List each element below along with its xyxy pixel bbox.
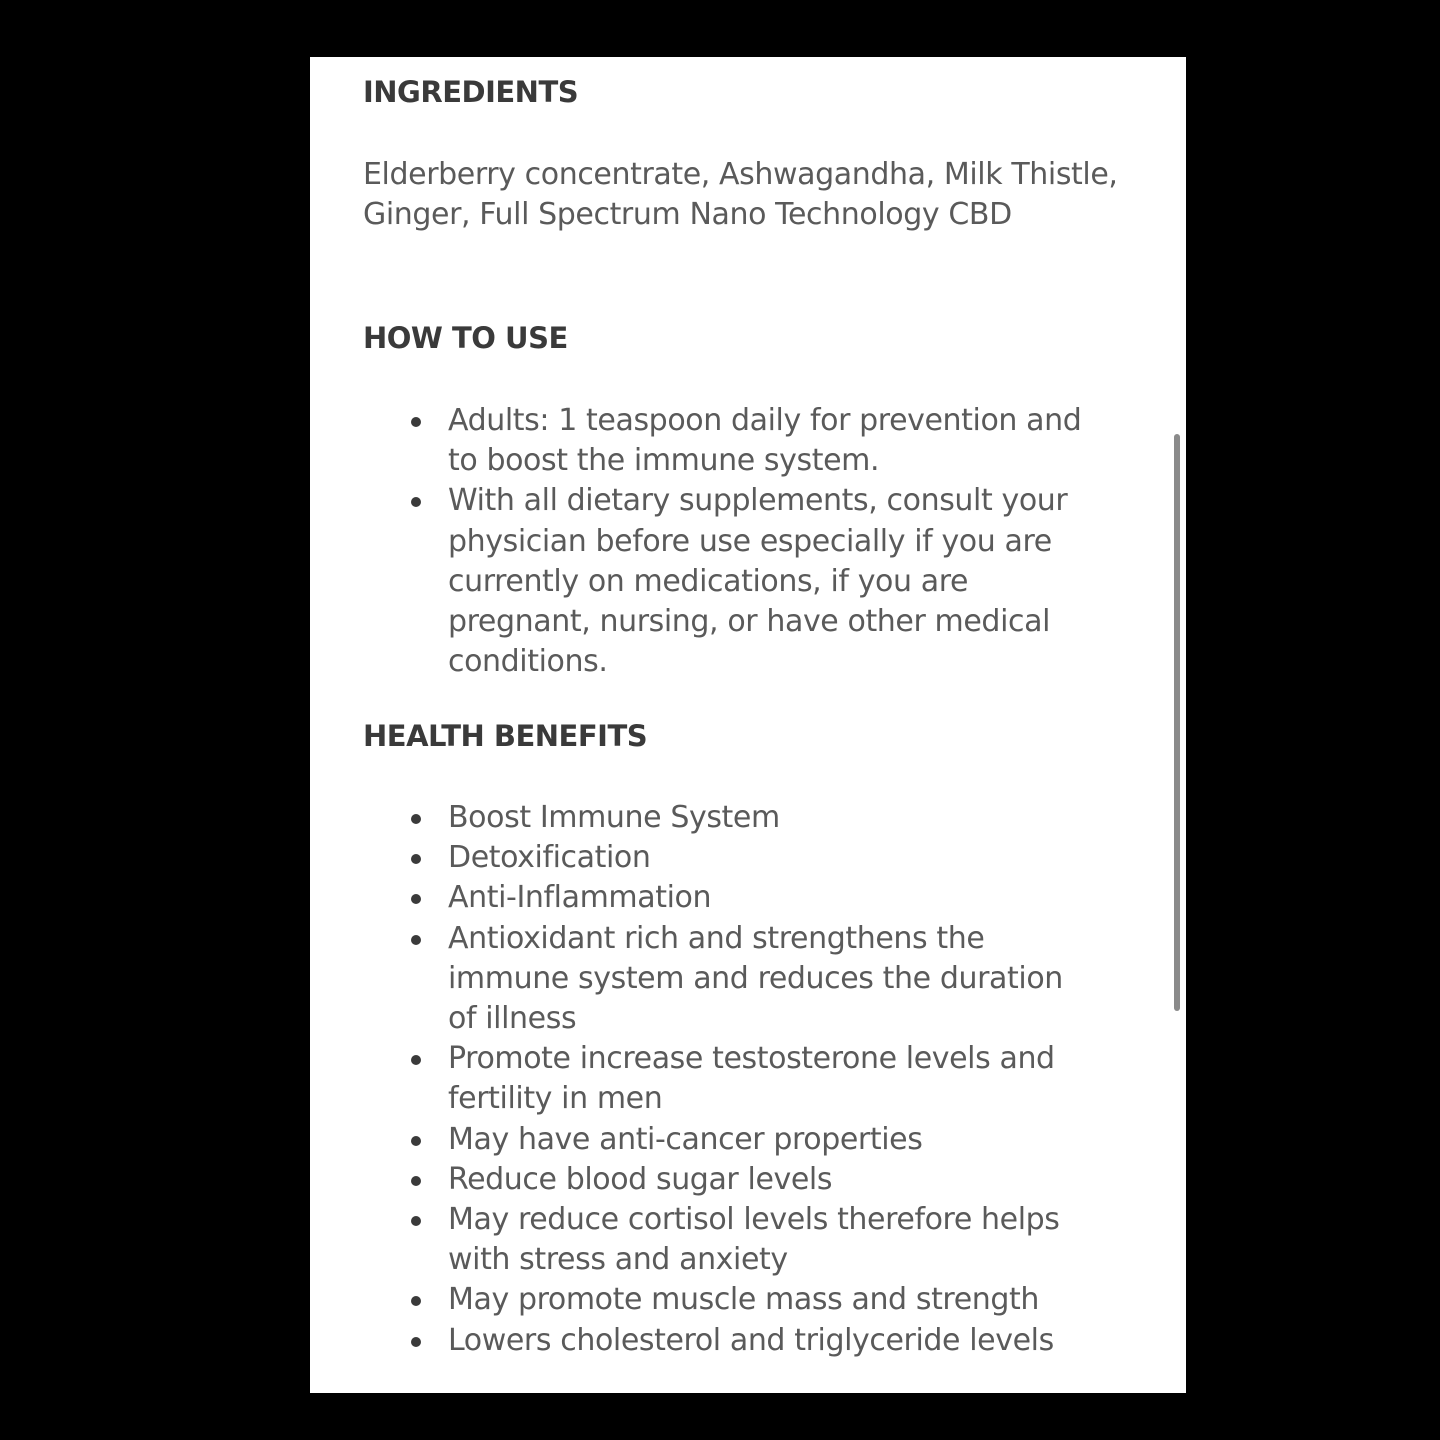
bullet-icon [411,1176,421,1186]
health-benefits-list [363,798,1093,1361]
list-item [363,878,1093,918]
bullet-icon [411,814,421,824]
product-details-panel [310,57,1186,1393]
list-item [363,838,1093,878]
ingredients-heading: INGREDIENTS [363,75,579,109]
list-item [363,401,1093,481]
list-item-text: Adults: 1 teaspoon daily for prevention and to boost the immune system. [448,403,1082,479]
list-item-text: Antioxidant rich and strengthens the immune system and reduces the duration of illness [448,920,1063,1037]
ingredients-text: Elderberry concentrate, Ashwagandha, Milk Thistle, Ginger, Full Spectrum Nano Technology CBD [363,157,1118,232]
list-item [363,919,1093,1040]
list-item [363,1321,1093,1361]
bullet-icon [411,854,421,864]
bullet-icon [411,1136,421,1146]
list-item-text: May promote muscle mass and strength [448,1282,1039,1318]
list-item [363,1160,1093,1200]
list-item [363,1280,1093,1320]
vertical-scrollbar[interactable] [1172,57,1182,1393]
list-item-text: Lowers cholesterol and triglyceride levels [448,1322,1054,1358]
list-item-text: May have anti-cancer properties [448,1121,923,1157]
how-to-use-list [363,401,1093,682]
list-item [363,481,1093,682]
bullet-icon [411,1296,421,1306]
list-item-text: Promote increase testosterone levels and fertility in men [448,1041,1055,1117]
list-item-text: May reduce cortisol levels therefore helps with stress and anxiety [448,1202,1060,1278]
bullet-icon [411,935,421,945]
list-item [363,1120,1093,1160]
bullet-icon [411,1216,421,1226]
bullet-icon [411,894,421,904]
bullet-icon [411,497,421,507]
how-to-use-heading: HOW TO USE [363,321,568,355]
bullet-icon [411,1337,421,1347]
list-item-text: Boost Immune System [448,800,780,835]
list-item [363,798,1093,838]
list-item [363,1200,1093,1280]
scrollbar-thumb[interactable] [1174,434,1180,1011]
list-item-text: Reduce blood sugar levels [448,1161,833,1197]
health-benefits-heading: HEALTH BENEFITS [363,719,648,753]
bullet-icon [411,1055,421,1065]
list-item [363,1039,1093,1119]
bullet-icon [411,417,421,427]
list-item-text: Anti-Inflammation [448,880,712,916]
list-item-text: With all dietary supplements, consult your physician before use especially if you are currently on medications, if you are pregnant, nursing, or have other medical conditions. [448,483,1068,680]
list-item-text: Detoxification [448,840,651,876]
